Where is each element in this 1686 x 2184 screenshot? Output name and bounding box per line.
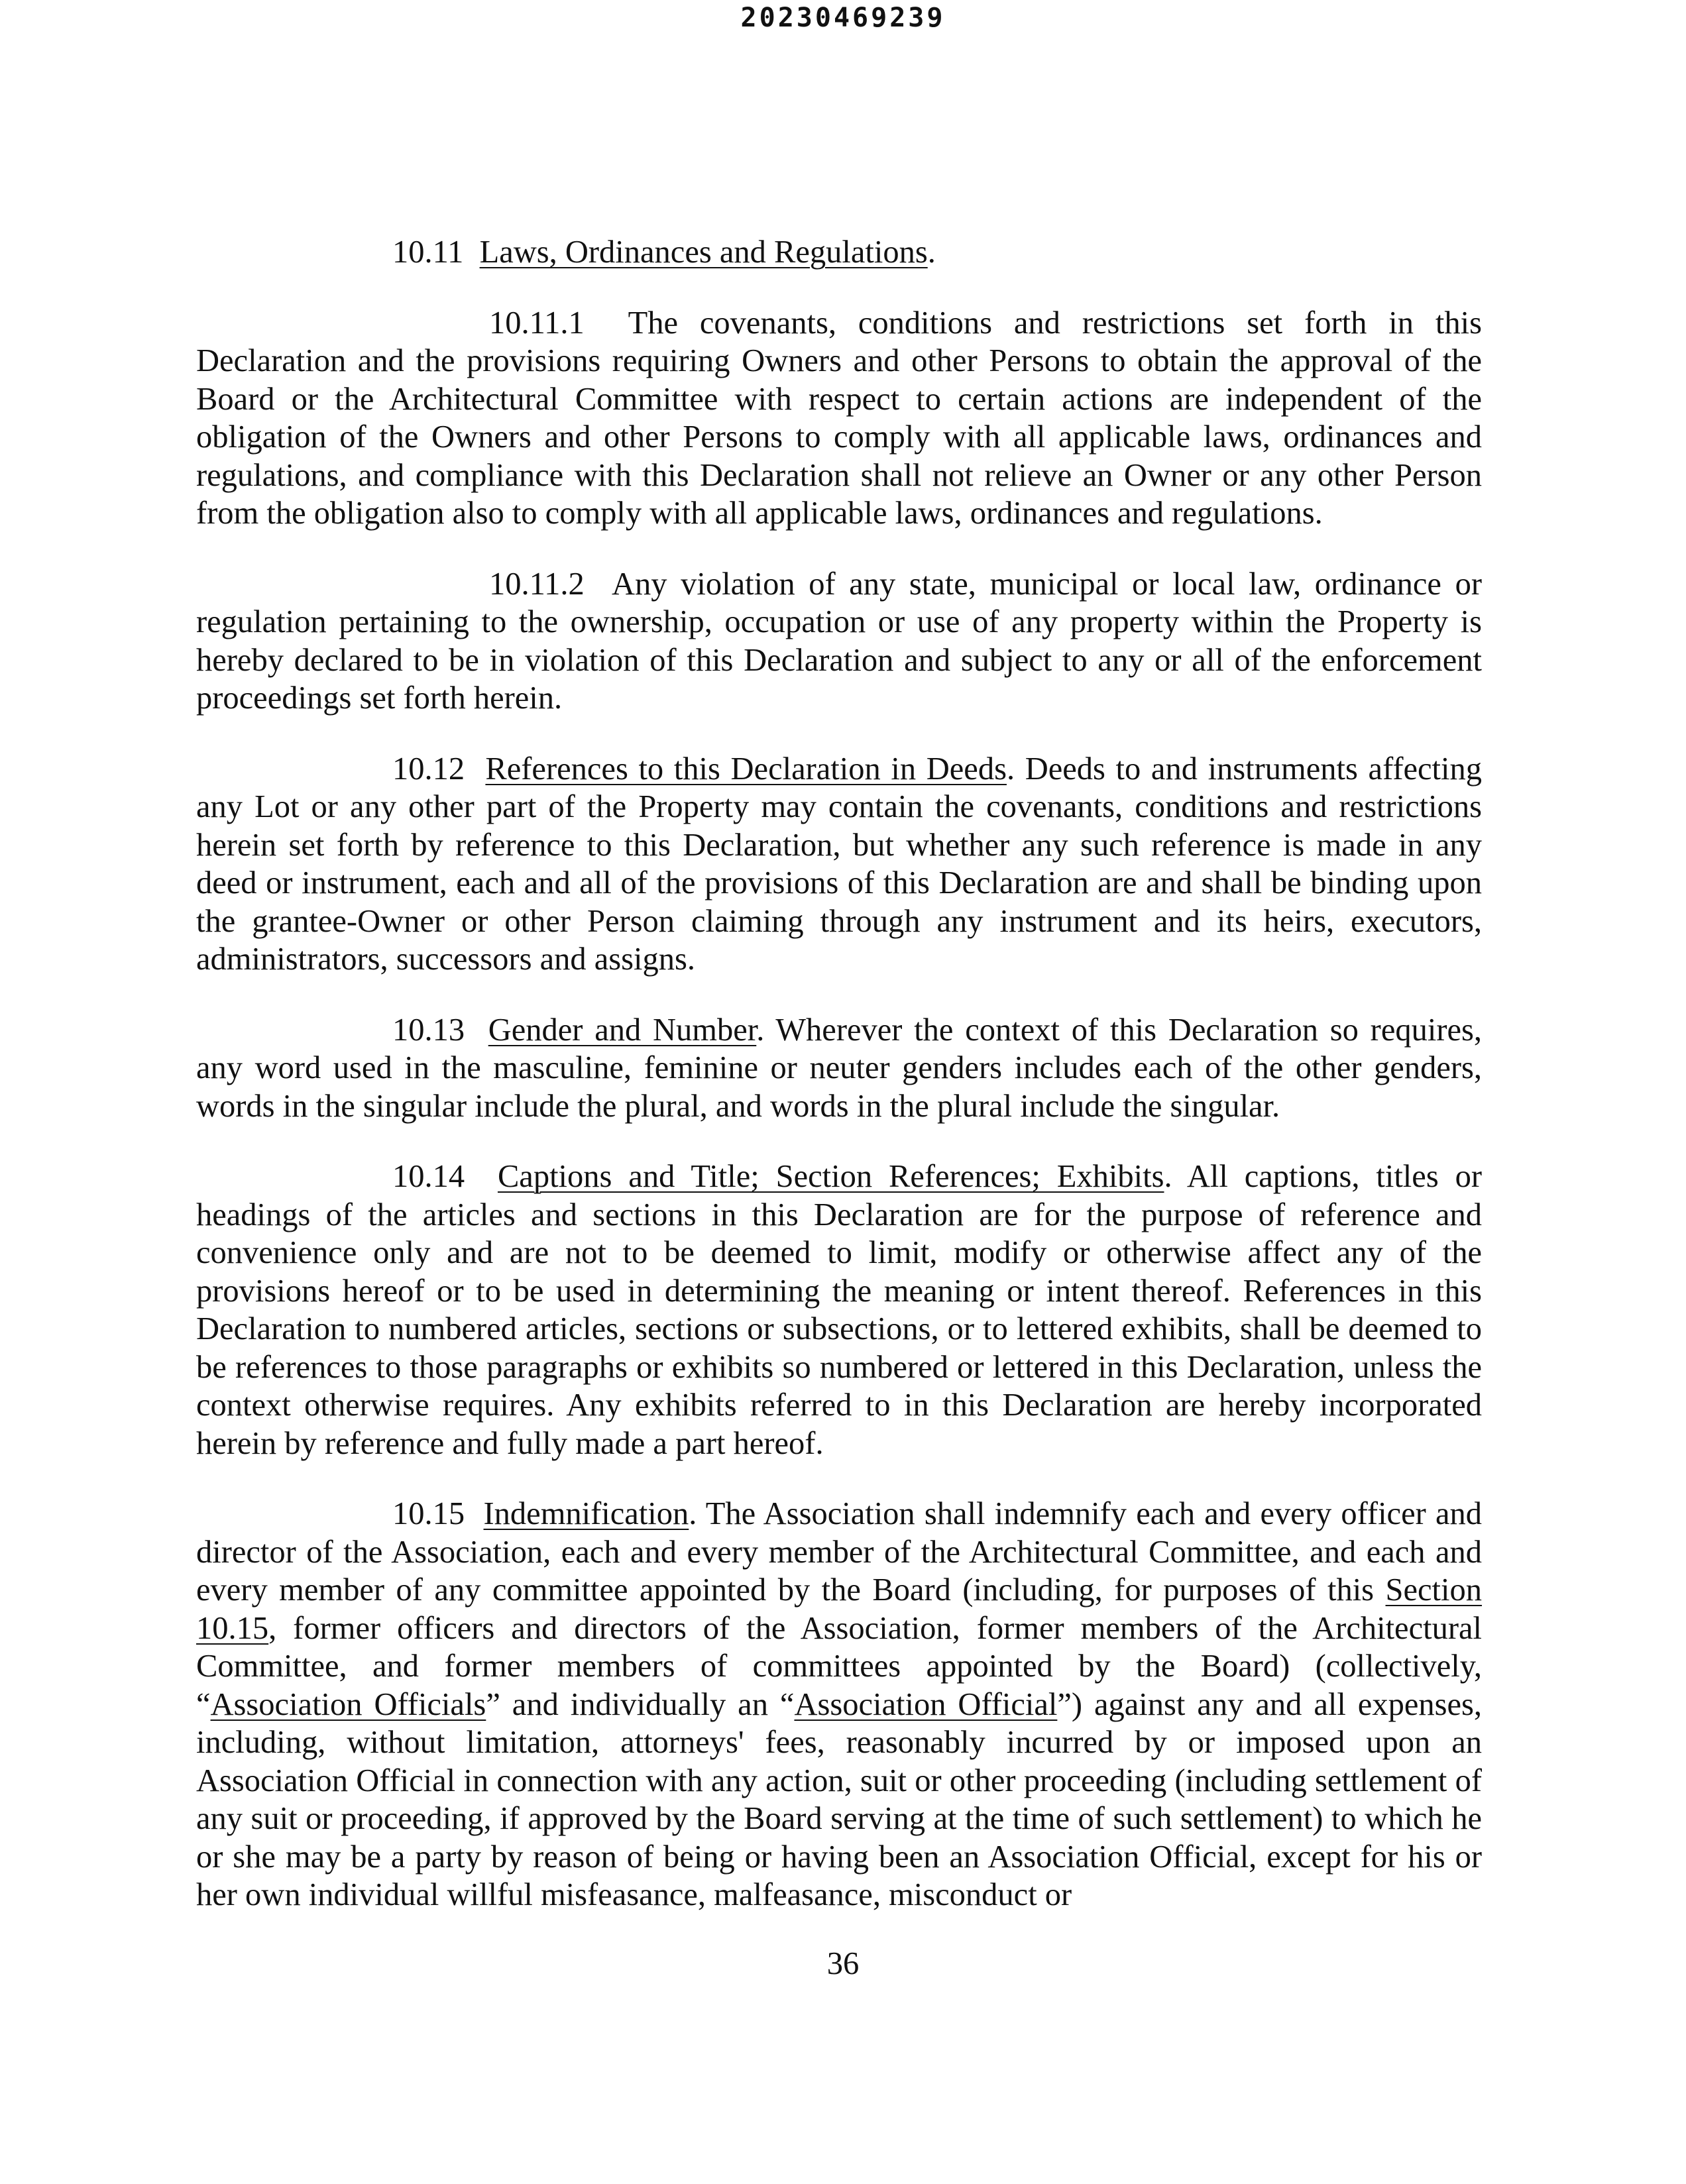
section-10-11-2 (196, 565, 1482, 718)
title-period: . (927, 235, 936, 270)
page-number: 36 (826, 1946, 860, 1981)
document-number: 20230469239 (740, 3, 946, 33)
section-title: References to this Declaration in Deeds (485, 751, 1007, 787)
section-text: ” and individually an “ (486, 1686, 795, 1722)
section-number: 10.14 (392, 1159, 465, 1194)
section-number: 10.13 (392, 1012, 465, 1048)
section-number: 10.11.1 (489, 305, 585, 341)
section-10-12 (196, 750, 1482, 979)
section-number: 10.11 (392, 235, 464, 270)
section-number: 10.15 (392, 1496, 465, 1531)
section-10-14 (196, 1158, 1482, 1462)
section-title: Captions and Title; Section References; Exhibits (497, 1159, 1164, 1194)
section-text: . The Association shall indemnify each and every officer and director of the Association, each and every member of the Architectural Committee, and each and every member of any committee appointed by the Board (including, for purposes of this (196, 1496, 1482, 1608)
section-text: . Wherever the context of this Declaration so requires, any word used in the masculine, feminine or neuter genders includes each of the other genders, words in the singular include the plural, and words in the plural include the singular. (196, 1012, 1483, 1124)
section-text: , former officers and directors of the Association, former members of the Architectural Committee, and former members of committees appointed by the Board) (collectively, “ (196, 1610, 1482, 1722)
section-number: 10.11.2 (489, 566, 585, 602)
section-text: ”) against any and all expenses, including, without limitation, attorneys' fees, reasonably incurred by or imposed upon an Association Official in connection with any action, suit or other proceeding (including settlement of any suit or proceeding, if approved by the Board serving at the time of such settlement) to which he or she may be a party by reason of being or having been an Association Official, except for his or her own individual willful misfeasance, malfeasance, misconduct or (196, 1686, 1482, 1912)
section-text: Any violation of any state, municipal or local law, ordinance or regulation pertaining to the ownership, occupation or use of any property within the Property is hereby declared to be in violation of this Declaration and subject to any or all of the enforcement proceedings set forth herein. (196, 566, 1482, 716)
section-number: 10.12 (392, 751, 465, 787)
section-title: Laws, Ordinances and Regulations (479, 235, 928, 270)
section-title: Gender and Number (488, 1012, 757, 1048)
section-10-11-1 (196, 304, 1482, 533)
section-text: . Deeds to and instruments affecting any Lot or any other part of the Property may contain the covenants, conditions and restrictions herein set forth by reference to this Declaration, but whether any such reference is made in any deed or instrument, each and all of the provisions of this Declaration are and shall be binding upon the grantee-Owner or other Person claiming through any instrument and its heirs, executors, administrators, successors and assigns. (196, 751, 1483, 977)
defined-term: Association Officials (210, 1686, 486, 1722)
section-text: . All captions, titles or headings of the articles and sections in this Declaration are for the purpose of reference and convenience only and are not to be deemed to limit, modify or otherwise affect any of the provisions hereof or to be used in determining the meaning or intent thereof. References in this Declaration to numbered articles, sections or subsections, or to lettered exhibits, shall be deemed to be references to those paragraphs or exhibits so numbered or lettered in this Declaration, unless the context otherwise requires. Any exhibits referred to in this Declaration are hereby incorporated herein by reference and fully made a part hereof. (196, 1159, 1482, 1461)
section-title: Indemnification (483, 1496, 689, 1531)
section-text: The covenants, conditions and restrictions set forth in this Declaration and the provisions requiring Owners and other Persons to obtain the approval of the Board or the Architectural Committee with respect to certain actions are independent of the obligation of the Owners and other Persons to comply with all applicable laws, ordinances and regulations, and compliance with this Declaration shall not relieve an Owner or any other Person from the obligation also to comply with all applicable laws, ordinances and regulations. (196, 305, 1482, 531)
section-10-11 (196, 233, 1482, 272)
document-body (196, 233, 1482, 1947)
section-cross-reference: Section 10.15 (196, 1572, 1482, 1646)
section-10-15 (196, 1495, 1482, 1914)
defined-term: Association Official (794, 1686, 1058, 1722)
section-10-13 (196, 1011, 1482, 1126)
